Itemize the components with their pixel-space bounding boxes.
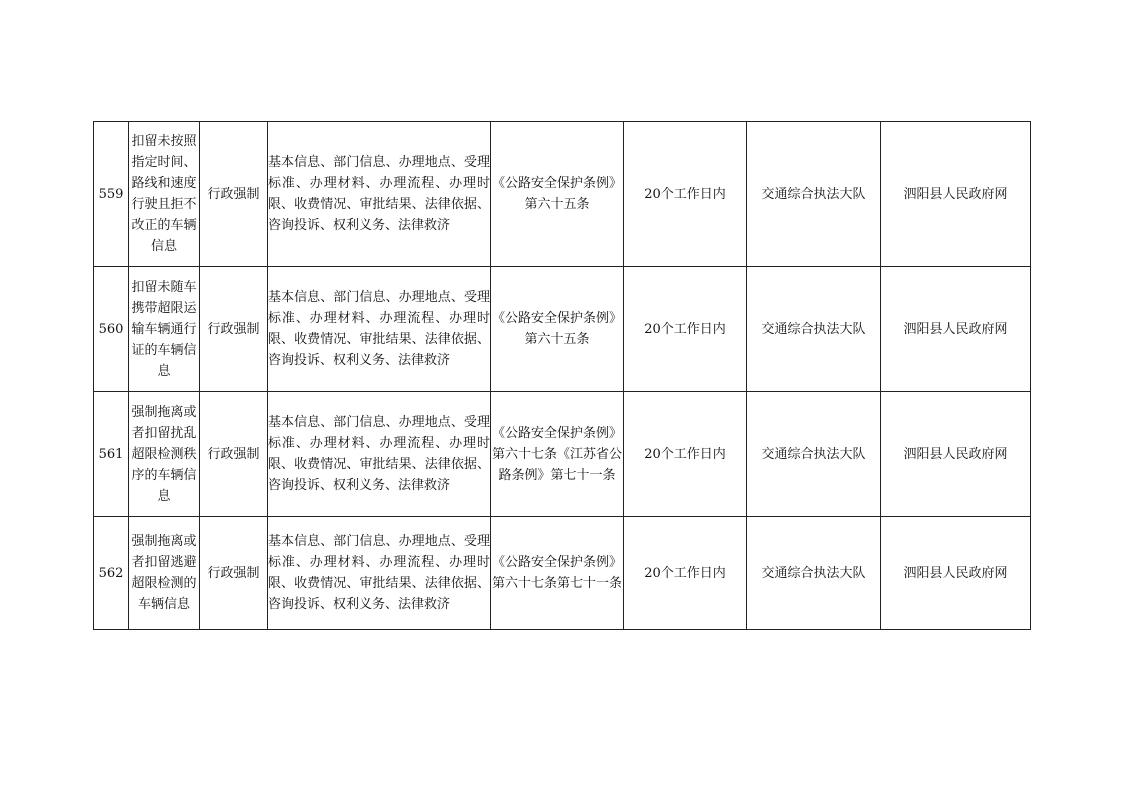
disclosure-channel: 泗阳县人民政府网 [881,517,1031,630]
row-number: 561 [94,392,129,517]
item-name: 强制拖离或者扣留扰乱超限检测秩序的车辆信息 [129,392,200,517]
disclosure-channel: 泗阳县人民政府网 [881,392,1031,517]
legal-basis: 《公路安全保护条例》第六十七条第七十一条 [491,517,624,630]
disclosure-content: 基本信息、部门信息、办理地点、受理标准、办理材料、办理流程、办理时限、收费情况、审批结果、法律依据、咨询投诉、权利义务、法律救济 [268,122,491,267]
row-number: 562 [94,517,129,630]
item-type: 行政强制 [200,122,268,267]
item-name: 强制拖离或者扣留逃避超限检测的车辆信息 [129,517,200,630]
item-type: 行政强制 [200,517,268,630]
table-row [94,517,1031,630]
table-row [94,392,1031,517]
legal-basis: 《公路安全保护条例》第六十五条 [491,122,624,267]
table-row [94,267,1031,392]
disclosure-content: 基本信息、部门信息、办理地点、受理标准、办理材料、办理流程、办理时限、收费情况、审批结果、法律依据、咨询投诉、权利义务、法律救济 [268,392,491,517]
disclosure-channel: 泗阳县人民政府网 [881,267,1031,392]
row-number: 559 [94,122,129,267]
department: 交通综合执法大队 [747,122,881,267]
legal-basis: 《公路安全保护条例》第六十七条《江苏省公路条例》第七十一条 [491,392,624,517]
item-type: 行政强制 [200,267,268,392]
item-name: 扣留未随车携带超限运输车辆通行证的车辆信息 [129,267,200,392]
time-limit: 20个工作日内 [624,267,747,392]
department: 交通综合执法大队 [747,517,881,630]
time-limit: 20个工作日内 [624,517,747,630]
disclosure-channel: 泗阳县人民政府网 [881,122,1031,267]
item-name: 扣留未按照指定时间、路线和速度行驶且拒不改正的车辆信息 [129,122,200,267]
disclosure-content: 基本信息、部门信息、办理地点、受理标准、办理材料、办理流程、办理时限、收费情况、审批结果、法律依据、咨询投诉、权利义务、法律救济 [268,267,491,392]
department: 交通综合执法大队 [747,267,881,392]
legal-basis: 《公路安全保护条例》第六十五条 [491,267,624,392]
item-type: 行政强制 [200,392,268,517]
disclosure-content: 基本信息、部门信息、办理地点、受理标准、办理材料、办理流程、办理时限、收费情况、审批结果、法律依据、咨询投诉、权利义务、法律救济 [268,517,491,630]
time-limit: 20个工作日内 [624,122,747,267]
row-number: 560 [94,267,129,392]
time-limit: 20个工作日内 [624,392,747,517]
department: 交通综合执法大队 [747,392,881,517]
disclosure-table [93,121,1031,630]
table-row [94,122,1031,267]
